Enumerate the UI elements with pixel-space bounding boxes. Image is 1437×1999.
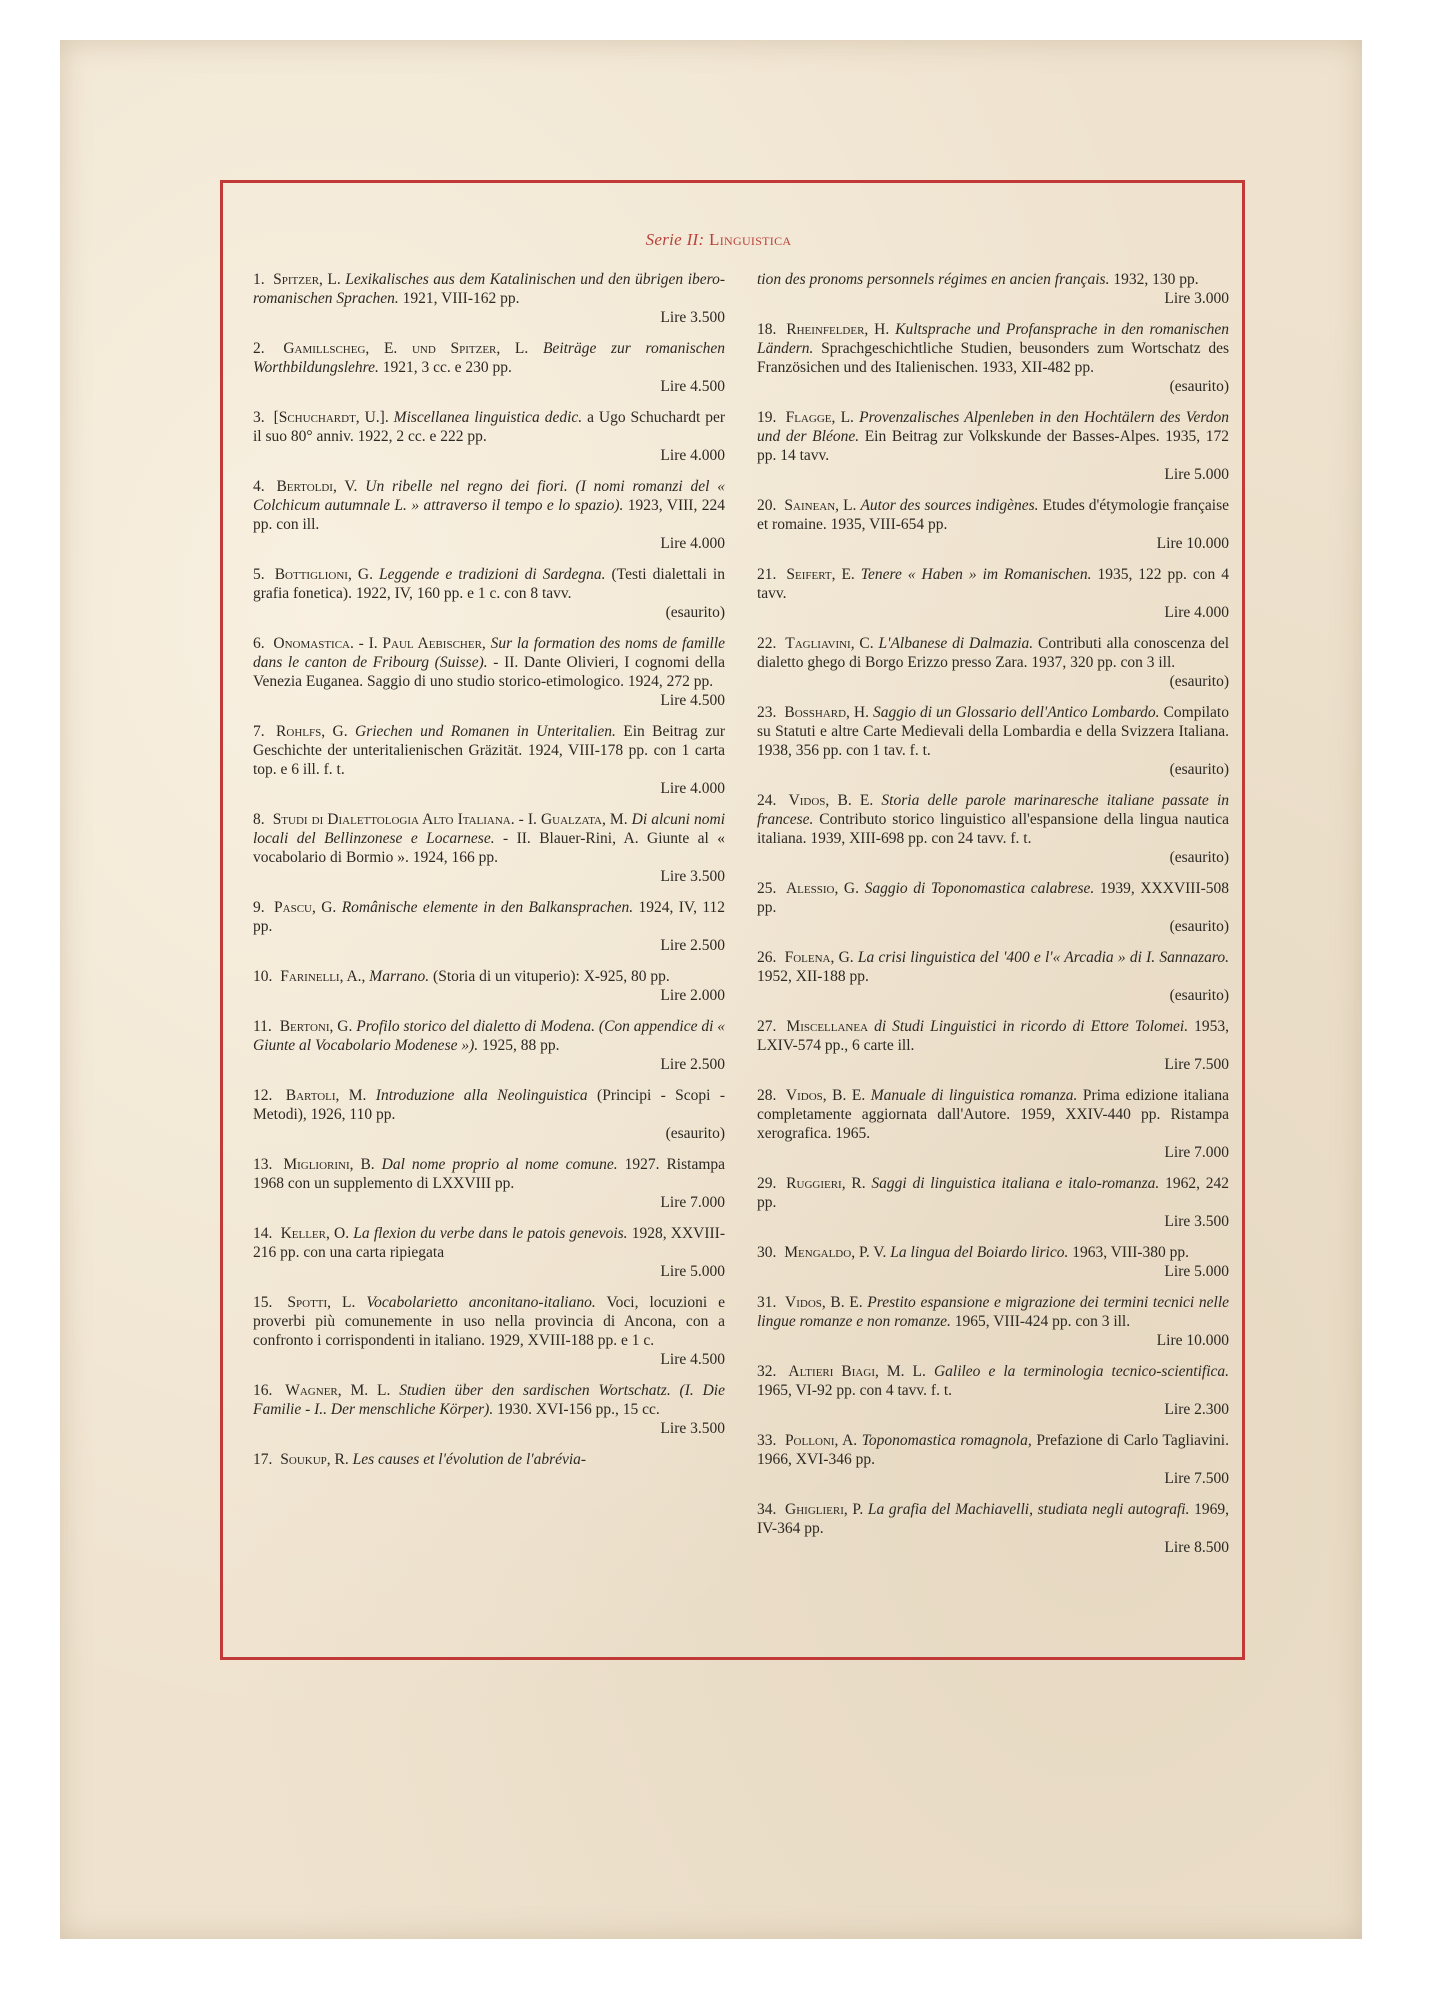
entry-price: (esaurito) [1169,918,1229,935]
entry-author: Mengaldo, P. V. [784,1244,887,1261]
entry-price: Lire 2.300 [1164,1401,1229,1418]
entry-number: 18. [757,321,777,338]
entry-details: 1952, XII-188 pp. [757,968,869,985]
entry-number: 28. [757,1087,777,1104]
entry-price: Lire 4.000 [660,780,725,797]
catalog-entry [253,967,725,1005]
entry-number: 15. [253,1294,273,1311]
entry-title: Kultsprache und Profansprache in den romanischen Ländern. [757,321,1229,357]
entry-number: 30. [757,1244,777,1261]
entry-number: 32. [757,1363,777,1380]
entry-title: Vocabolarietto anconitano-italiano. [366,1294,596,1311]
entry-author: Ghiglieri, P. [785,1501,864,1518]
catalog-entry [757,496,1229,553]
catalog-entry [253,270,725,327]
entry-author: Farinelli, A., [280,968,366,985]
entry-price: Lire 4.000 [660,447,725,464]
entry-price: Lire 3.500 [660,309,725,326]
entry-author: Gamillscheg, E. und Spitzer, L. [283,340,529,357]
entry-title: Beiträge zur romanischen Worthbildungslehre. [253,340,726,376]
catalog-entry [757,1293,1229,1350]
entry-title: Les causes et l'évolution de l'abrévia- [352,1451,587,1468]
entry-title: di Studi Linguistici in ricordo di Ettore Tolomei. [874,1018,1189,1035]
entry-title: Galileo e la terminologia tecnico-scientifica. [933,1363,1230,1380]
entry-number: 11. [253,1018,272,1035]
entry-details: Prima edizione italiana completamente aggiornata dall'Autore. 1959, XXIV-440 pp. Ristampa xerografica. 1965. [757,1087,1230,1142]
catalog-entry [253,634,725,710]
catalog-entry [253,565,725,622]
entry-number: 22. [757,635,777,652]
entry-author: Flagge, L. [785,409,854,426]
catalog-entry [757,1500,1229,1557]
entry-number: 19. [757,409,777,426]
entry-number: 3. [253,409,265,426]
right-column [757,270,1229,1569]
catalog-entry [757,1431,1229,1488]
entry-details: Compilato su Statuti e altre Carte Medievali della Lombardia e della Svizzera Italiana. 1938, 356 pp. con 1 tav. f. t. [757,704,1229,759]
entry-title: La lingua del Boiardo lirico. [890,1244,1069,1261]
entry-title: Storia delle parole marinaresche italiane passate in francese. [757,792,1230,828]
entry-author: Vidos, B. E. [785,1087,866,1104]
entry-details: Ein Beitrag zur Geschichte der unteritalienischen Gräzität. 1924, VIII-178 pp. con 1 carta top. e 6 ill. f. t. [253,723,726,778]
entry-number: 5. [253,566,265,583]
left-column [253,270,725,1481]
entry-title: La crisi linguistica del '400 e l'« Arcadia » di I. Sannazaro. [857,949,1230,966]
entry-title: Saggio di un Glossario dell'Antico Lombardo. [872,704,1160,721]
entry-details: 1939, XXXVIII-508 pp. [757,880,1230,916]
entry-price: (esaurito) [1169,987,1229,1004]
entry-title: Românische elemente in den Balkansprachen. [341,899,634,916]
entry-title: Provenzalisches Alpenleben in den Hochtälern des Verdon und der Bléone. [757,409,1230,445]
entry-number: 7. [253,723,265,740]
entry-price: (esaurito) [1169,761,1229,778]
entry-details: 1921, VIII-162 pp. [402,290,520,307]
entry-author: [Schuchardt, U.]. [273,409,389,426]
entry-number: 26. [757,949,777,966]
entry-number: 31. [757,1294,777,1311]
entry-title: Un ribelle nel regno dei fiori. (I nomi romanzi del « Colchicum autumnale L. » attraverso il tempo e lo spazio). [253,478,726,514]
entry-number: 21. [757,566,777,583]
entry-author: Bottiglioni, G. [274,566,373,583]
series-heading [0,230,1437,250]
catalog-entry [253,339,725,396]
entry-price: Lire 4.500 [660,1351,725,1368]
entry-title: Dal nome proprio al nome comune. [381,1156,618,1173]
series-title: Linguistica [709,230,792,249]
entry-title: L'Albanese di Dalmazia. [878,635,1034,652]
entry-details: 1953, LXIV-574 pp., 6 carte ill. [757,1018,1230,1054]
entry-number: 17. [253,1451,273,1468]
catalog-entry [253,1155,725,1212]
entry-details: 1928, XXVIII-216 pp. con una carta ripiegata [253,1225,726,1261]
series-prefix: Serie II: [645,230,705,249]
entry-number: 9. [253,899,265,916]
catalog-entry [253,477,725,553]
entry-author: Pascu, G. [274,899,337,916]
entry-author: Spotti, L. [287,1294,356,1311]
catalog-entry [757,1362,1229,1419]
entry-author: Alessio, G. [785,880,860,897]
catalog-entry [757,634,1229,691]
entry-number: 29. [757,1175,777,1192]
entry-author: Keller, O. [280,1225,350,1242]
catalog-entry [757,565,1229,622]
entry-price: Lire 5.000 [1164,466,1229,483]
entry-title: Studien über den sardischen Wortschatz. (I. Die Familie - I.. Der menschliche Körper). [253,1382,725,1418]
entry-number: 8. [253,811,265,828]
entry-author: Bartoli, M. [285,1087,367,1104]
entry-title: Sur la formation des noms de famille dans le canton de Fribourg (Suisse). [253,635,726,671]
entry-author: Vidos, B. E. [788,792,874,809]
entry-price: Lire 4.000 [660,535,725,552]
entry-price: Lire 10.000 [1156,1332,1229,1349]
entry-author: Bosshard, H. [784,704,869,721]
entry-details: 1932, 130 pp. [1113,271,1199,288]
entry-details: 1923, VIII, 224 pp. con ill. [253,497,726,533]
entry-number: 34. [757,1501,777,1518]
entry-price: Lire 3.000 [1164,290,1229,307]
entry-title: La grafia del Machiavelli, studiata negli autografi. [867,1501,1190,1518]
entry-author: Sainean, L. [784,497,857,514]
catalog-entry [757,1017,1229,1074]
entry-author: Miscellanea [786,1018,869,1035]
entry-details: Ein Beitrag zur Volkskunde der Basses-Alpes. 1935, 172 pp. 14 tavv. [757,428,1229,464]
entry-details: 1963, VIII-380 pp. [1072,1244,1190,1261]
entry-number: 23. [757,704,777,721]
entry-number: 20. [757,497,777,514]
entry-details: - II. Blauer-Rini, A. Giunte al « vocabolario di Bormio ». 1924, 166 pp. [253,830,725,866]
entry-author: Bertoni, G. [279,1018,353,1035]
entry-price: Lire 8.500 [1164,1539,1229,1556]
entry-price: Lire 7.000 [660,1194,725,1211]
entry-price: (esaurito) [1169,849,1229,866]
entry-details: (Storia di un vituperio): X-925, 80 pp. [433,968,670,985]
entry-title: Marrano. [369,968,430,985]
entry-price: Lire 7.500 [1164,1470,1229,1487]
entry-author: Wagner, M. L. [285,1382,391,1399]
entry-author: Onomastica. - I. Paul Aebischer, [273,635,486,652]
entry-details: 1962, 242 pp. [757,1175,1229,1211]
entry-details: 1965, VI-92 pp. con 4 tavv. f. t. [757,1382,953,1399]
entry-price: (esaurito) [1169,673,1229,690]
entry-title: Prestito espansione e migrazione dei termini tecnici nelle lingue romanze e non romanze. [757,1294,1230,1330]
entry-price: Lire 4.000 [1164,604,1229,621]
entry-price: Lire 3.500 [1164,1213,1229,1230]
catalog-entry [253,810,725,886]
entry-author: Altieri Biagi, M. L. [788,1363,926,1380]
entry-title: Lexikalisches aus dem Katalinischen und den übrigen ibero-romanischen Sprachen. [253,271,725,307]
entry-details: Contributo storico linguistico all'espansione della lingua nautica italiana. 1939, XIII-698 pp. con 24 tavv. f. t. [757,811,1229,847]
entry-title: Saggio di Toponomastica calabrese. [864,880,1095,897]
entry-title: Saggi di linguistica italiana e italo-romanza. [871,1175,1160,1192]
entry-details: 1921, 3 cc. e 230 pp. [382,359,512,376]
catalog-entry [253,1224,725,1281]
entry-number: 10. [253,968,273,985]
entry-price: Lire 5.000 [660,1263,725,1280]
entry-title: Introduzione alla Neolinguistica [375,1087,588,1104]
entry-details: Prefazione di Carlo Tagliavini. 1966, XVI-346 pp. [757,1432,1229,1468]
entry-details: a Ugo Schuchardt per il suo 80° anniv. 1922, 2 cc. e 222 pp. [253,409,726,445]
entry-title: La flexion du verbe dans le patois genevois. [353,1225,628,1242]
entry-number: 12. [253,1087,273,1104]
entry-title: Leggende e tradizioni di Sardegna. [379,566,606,583]
entry-author: Spitzer, L. [273,271,341,288]
entry-price: Lire 7.000 [1164,1144,1229,1161]
entry-number: 24. [757,792,777,809]
entry-author: Soukup, R. [280,1451,349,1468]
entry-title: tion des pronoms personnels régimes en ancien français. [757,271,1110,288]
entry-details: 1930. XVI-156 pp., 15 cc. [497,1401,660,1418]
entry-title: Griechen und Romanen in Unteritalien. [355,723,616,740]
entry-author: Tagliavini, C. [785,635,874,652]
entry-title: Toponomastica romagnola, [861,1432,1032,1449]
entry-details: (Testi dialettali in grafia fonetica). 1922, IV, 160 pp. e 1 c. con 8 tavv. [253,566,725,602]
entry-details: 1969, IV-364 pp. [757,1501,1230,1537]
entry-details: - II. Dante Olivieri, I cognomi della Venezia Euganea. Saggio di uno studio storico-etimologico. 1924, 272 pp. [253,654,726,690]
entry-details: Etudes d'étymologie française et romaine. 1935, VIII-654 pp. [757,497,1230,533]
entry-price: Lire 4.500 [660,692,725,709]
entry-price: Lire 2.500 [660,937,725,954]
catalog-entry [757,879,1229,936]
entry-title: Miscellanea linguistica dedic. [393,409,583,426]
entry-author: Rohlfs, G. [276,723,348,740]
catalog-entry [757,320,1229,396]
entry-number: 27. [757,1018,777,1035]
catalog-entry [253,1293,725,1369]
continued-entry-17 [757,270,1229,308]
catalog-entry [253,722,725,798]
catalog-entry [253,1086,725,1143]
entry-price: (esaurito) [665,1125,725,1142]
entry-author: Studi di Dialettologia Alto Italiana. - I. Gualzata, M. [272,811,628,828]
entry-price: (esaurito) [665,604,725,621]
entry-author: Migliorini, B. [283,1156,375,1173]
entry-price: Lire 3.500 [660,868,725,885]
entry-details: 1924, IV, 112 pp. [253,899,726,935]
entry-details: Voci, locuzioni e proverbi più comunemente in uso nella provincia di Ancona, con a confronto i corrispondenti in italiano. 1929, XVIII-188 pp. e 1 c. [253,1294,726,1349]
entry-details: (Principi - Scopi - Metodi), 1926, 110 pp. [253,1087,725,1123]
entry-author: Polloni, A. [784,1432,858,1449]
entry-number: 33. [757,1432,777,1449]
entry-number: 4. [253,478,265,495]
entry-price: (esaurito) [1169,378,1229,395]
entry-author: Vidos, B. E. [785,1294,863,1311]
entry-author: Rheinfelder, H. [786,321,890,338]
entry-details: 1925, 88 pp. [482,1037,560,1054]
catalog-entry [757,791,1229,867]
catalog-entry [757,948,1229,1005]
entry-title: Manuale di linguistica romanza. [870,1087,1078,1104]
entry-title: Di alcuni nomi locali del Bellinzonese e Locarnese. [253,811,726,847]
entry-number: 1. [253,271,265,288]
entry-title: Profilo storico del dialetto di Modena. (Con appendice di « Giunte al Vocabolario Modenese »). [253,1018,726,1054]
catalog-entry [253,898,725,955]
catalog-entry [757,703,1229,779]
entry-author: Ruggieri, R. [786,1175,866,1192]
entry-price: Lire 10.000 [1156,535,1229,552]
entry-author: Folena, G. [784,949,854,966]
entry-number: 6. [253,635,265,652]
entry-price: Lire 2.500 [660,1056,725,1073]
catalog-entry [757,1243,1229,1281]
entry-number: 13. [253,1156,273,1173]
entry-details: Contributi alla conoscenza del dialetto ghego di Borgo Erizzo presso Zara. 1937, 320 pp. con 3 ill. [757,635,1230,671]
catalog-entry [757,1086,1229,1162]
catalog-entry [253,1017,725,1074]
entry-price: Lire 4.500 [660,378,725,395]
entry-price: Lire 7.500 [1164,1056,1229,1073]
entry-price: Lire 2.000 [660,987,725,1004]
entry-details: Sprachgeschichtliche Studien, beusonders zum Wortschatz des Französichen und des Italienischen. 1933, XII-482 pp. [757,340,1229,376]
entry-number: 2. [253,340,265,357]
entry-author: Bertoldi, V. [276,478,358,495]
catalog-entry [757,1174,1229,1231]
catalog-entry [253,408,725,465]
catalog-entry [253,1450,725,1469]
entry-number: 16. [253,1382,273,1399]
entry-number: 14. [253,1225,273,1242]
entry-number: 25. [757,880,777,897]
entry-details: 1935, 122 pp. con 4 tavv. [757,566,1229,602]
entry-price: Lire 3.500 [660,1420,725,1437]
entry-price: Lire 5.000 [1164,1263,1229,1280]
entry-title: Tenere « Haben » im Romanischen. [860,566,1092,583]
entry-author: Seifert, E. [786,566,855,583]
entry-details: 1965, VIII-424 pp. con 3 ill. [954,1313,1131,1330]
catalog-entry [757,408,1229,484]
catalog-entry [253,1381,725,1438]
entry-details: 1927. Ristampa 1968 con un supplemento di LXXVIII pp. [253,1156,726,1192]
entry-title: Autor des sources indigènes. [860,497,1039,514]
